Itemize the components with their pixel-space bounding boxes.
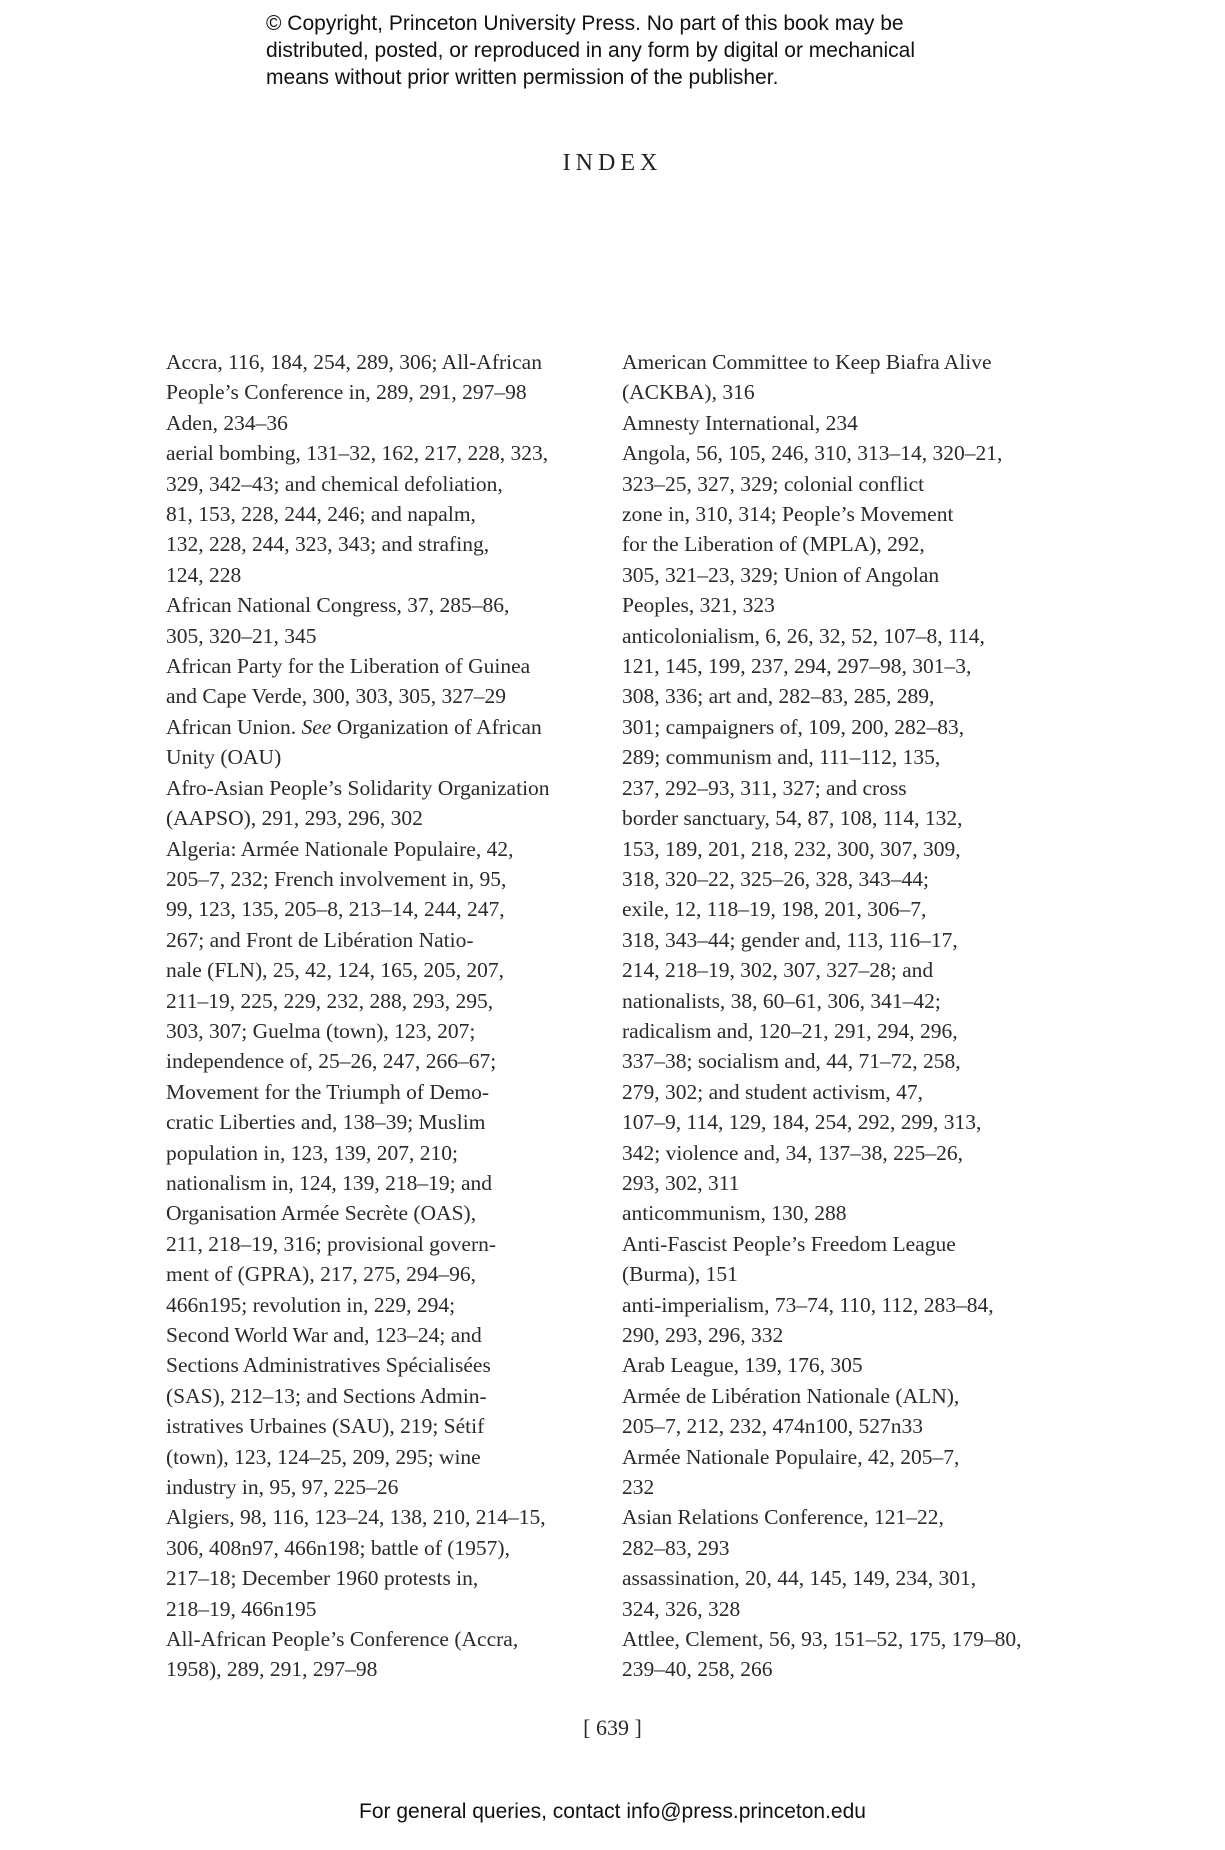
index-entry-line: Asian Relations Conference, 121–22, [622, 1505, 944, 1530]
index-entry [622, 408, 1058, 438]
index-entry-line: 205–7, 212, 232, 474n100, 527n33 [622, 1414, 923, 1439]
index-entry-line: Algiers, 98, 116, 123–24, 138, 210, 214–15, [166, 1505, 546, 1530]
index-entry-line: African National Congress, 37, 285–86, [166, 593, 510, 618]
index-entry-line: nationalists, 38, 60–61, 306, 341–42; [622, 988, 941, 1013]
index-entry-line: 232 [622, 1475, 655, 1500]
index-entry-line: 301; campaigners of, 109, 200, 282–83, [622, 714, 965, 739]
index-entry [166, 347, 600, 408]
index-entry-line: and Cape Verde, 300, 303, 305, 327–29 [166, 684, 506, 709]
index-entry [166, 834, 600, 1503]
index-entry-line: 318, 343–44; gender and, 113, 116–17, [622, 927, 958, 952]
index-entry-line: 342; violence and, 34, 137–38, 225–26, [622, 1140, 963, 1165]
page-number: [ 639 ] [583, 1715, 642, 1740]
index-entry-line: 289; communism and, 111–112, 135, [622, 745, 941, 770]
index-entry-line: 290, 293, 296, 332 [622, 1323, 784, 1347]
index-entry-line: Anti-Fascist People’s Freedom League [622, 1231, 956, 1256]
index-entry-line: industry in, 95, 97, 225–26 [166, 1475, 399, 1500]
index-entry-line: 329, 342–43; and chemical defoliation, [166, 471, 503, 496]
index-entry-line: Aden, 234–36 [166, 410, 288, 435]
index-entry [622, 1198, 1058, 1228]
index-entry-line: People’s Conference in, 289, 291, 297–98 [166, 380, 527, 405]
index-entry-line: 132, 228, 244, 323, 343; and strafing, [166, 532, 490, 557]
copyright-line: © Copyright, Princeton University Press. No part of this book may be [266, 12, 904, 35]
index-entry [622, 1350, 1058, 1380]
index-entry-line: 293, 302, 311 [622, 1170, 740, 1195]
index-entry-line: 337–38; socialism and, 44, 71–72, 258, [622, 1049, 961, 1074]
index-entry [622, 1442, 1058, 1503]
index-entry-line: independence of, 25–26, 247, 266–67; [166, 1049, 497, 1074]
index-entry-line: radicalism and, 120–21, 291, 294, 296, [622, 1018, 958, 1043]
index-entry-line: American Committee to Keep Biafra Alive [622, 350, 992, 374]
index-entry [166, 438, 600, 590]
index-entry [166, 712, 600, 773]
index-entry-line: anticommunism, 130, 288 [622, 1201, 847, 1226]
index-entry-line: assassination, 20, 44, 145, 149, 234, 301, [622, 1566, 977, 1591]
index-entry-line: 267; and Front de Libération Natio- [166, 927, 474, 952]
index-entry [166, 408, 600, 438]
index-entry-line: 305, 321–23, 329; Union of Angolan [622, 562, 940, 587]
index-entry-line: for the Liberation of (MPLA), 292, [622, 532, 925, 557]
index-entry [622, 1381, 1058, 1442]
index-entry-line: 466n195; revolution in, 229, 294; [166, 1292, 456, 1317]
index-entry-line: 306, 408n97, 466n198; battle of (1957), [166, 1535, 510, 1560]
index-entry-line: 124, 228 [166, 562, 242, 587]
index-entry [622, 1624, 1058, 1685]
index-entry-line: population in, 123, 139, 207, 210; [166, 1140, 459, 1165]
index-entry-line: 81, 153, 228, 244, 246; and napalm, [166, 502, 476, 527]
index-entry-line: African Party for the Liberation of Guinea [166, 654, 531, 679]
index-entry-line: cratic Liberties and, 138–39; Muslim [166, 1110, 486, 1135]
index-entry [166, 1502, 600, 1624]
index-entry-line: 1958), 289, 291, 297–98 [166, 1657, 378, 1682]
index-entry-line: Armée Nationale Populaire, 42, 205–7, [622, 1444, 960, 1469]
index-entry [622, 347, 1058, 408]
index-entry-line: Amnesty International, 234 [622, 410, 858, 435]
index-entry-line: (town), 123, 124–25, 209, 295; wine [166, 1444, 481, 1469]
index-entry-line: African Union. See Organization of African [166, 714, 542, 739]
index-entry-line: Angola, 56, 105, 246, 310, 313–14, 320–21, [622, 441, 1003, 466]
index-entry-line: Second World War and, 123–24; and [166, 1323, 482, 1347]
index-column-left [166, 347, 600, 1685]
index-entry [622, 621, 1058, 1199]
index-entry-line: anti-imperialism, 73–74, 110, 112, 283–84, [622, 1292, 994, 1317]
index-entry-line: 324, 326, 328 [622, 1596, 741, 1621]
index-entry-line: zone in, 310, 314; People’s Movement [622, 502, 954, 527]
index-entry-line: Algeria: Armée Nationale Populaire, 42, [166, 836, 514, 861]
index-entry [166, 651, 600, 712]
index-entry [622, 1502, 1058, 1563]
index-entry-line: 121, 145, 199, 237, 294, 297–98, 301–3, [622, 654, 972, 679]
index-entry [622, 1563, 1058, 1624]
index-entry-line: exile, 12, 118–19, 198, 201, 306–7, [622, 897, 927, 922]
index-entry-line: (Burma), 151 [622, 1262, 738, 1287]
index-entry-line: Sections Administratives Spécialisées [166, 1353, 491, 1378]
index-entry-line: Organisation Armée Secrète (OAS), [166, 1201, 477, 1226]
index-entry-line: 107–9, 114, 129, 184, 254, 292, 299, 313, [622, 1110, 982, 1135]
index-entry [622, 1290, 1058, 1351]
index-entry-line: ment of (GPRA), 217, 275, 294–96, [166, 1262, 476, 1287]
index-entry-line: Movement for the Triumph of Demo- [166, 1079, 490, 1104]
index-column-right [622, 347, 1058, 1685]
index-entry-line: (ACKBA), 316 [622, 380, 755, 405]
index-entry-line: Attlee, Clement, 56, 93, 151–52, 175, 179–80, [622, 1627, 1022, 1652]
index-entry [622, 438, 1058, 620]
index-entry-line: All-African People’s Conference (Accra, [166, 1627, 519, 1652]
footer-contact: For general queries, contact info@press.princeton.edu [359, 1800, 866, 1823]
index-entry-line: 218–19, 466n195 [166, 1596, 317, 1621]
index-entry-line: 318, 320–22, 325–26, 328, 343–44; [622, 866, 929, 891]
copyright-line: distributed, posted, or reproduced in any form by digital or mechanical [266, 39, 916, 62]
index-entry-line: 282–83, 293 [622, 1535, 730, 1560]
index-entry-line: Arab League, 139, 176, 305 [622, 1353, 863, 1378]
index-entry-line: (AAPSO), 291, 293, 296, 302 [166, 806, 423, 831]
index-entry-line: 279, 302; and student activism, 47, [622, 1079, 923, 1104]
index-entry-line: 239–40, 258, 266 [622, 1657, 773, 1682]
index-entry-line: nale (FLN), 25, 42, 124, 165, 205, 207, [166, 958, 504, 983]
index-entry-line: 205–7, 232; French involvement in, 95, [166, 866, 507, 891]
index-entry-line: Afro-Asian People’s Solidarity Organization [166, 775, 550, 800]
index-entry [166, 1624, 600, 1685]
index-entry-line: Unity (OAU) [166, 745, 282, 770]
copyright-line: means without prior written permission of the publisher. [266, 66, 779, 89]
index-entry-line: aerial bombing, 131–32, 162, 217, 228, 323, [166, 441, 549, 466]
index-entry [166, 773, 600, 834]
index-entry-line: 211–19, 225, 229, 232, 288, 293, 295, [166, 988, 494, 1013]
index-entry-line: 217–18; December 1960 protests in, [166, 1566, 479, 1591]
copyright-notice [266, 10, 1026, 91]
index-entry [622, 1229, 1058, 1290]
index-entry-line: 323–25, 327, 329; colonial conflict [622, 471, 925, 496]
index-entry-line: istratives Urbaines (SAU), 219; Sétif [166, 1414, 485, 1439]
index-entry-line: (SAS), 212–13; and Sections Admin- [166, 1383, 487, 1408]
index-entry [166, 590, 600, 651]
index-entry-line: 214, 218–19, 302, 307, 327–28; and [622, 958, 934, 983]
index-entry-line: 305, 320–21, 345 [166, 623, 317, 648]
index-entry-line: nationalism in, 124, 139, 218–19; and [166, 1170, 493, 1195]
index-entry-line: 153, 189, 201, 218, 232, 300, 307, 309, [622, 836, 961, 861]
index-entry-line: Peoples, 321, 323 [622, 593, 775, 618]
index-entry-line: 99, 123, 135, 205–8, 213–14, 244, 247, [166, 897, 505, 922]
page-title: INDEX [562, 150, 663, 176]
index-entry-line: border sanctuary, 54, 87, 108, 114, 132, [622, 806, 963, 831]
index-entry-line: anticolonialism, 6, 26, 32, 52, 107–8, 114, [622, 623, 985, 648]
index-entry-line: 308, 336; art and, 282–83, 285, 289, [622, 684, 935, 709]
index-entry-line: Accra, 116, 184, 254, 289, 306; All-African [166, 350, 542, 374]
index-entry-line: 211, 218–19, 316; provisional govern- [166, 1231, 497, 1256]
index-entry-line: 303, 307; Guelma (town), 123, 207; [166, 1018, 476, 1043]
index-entry-line: Armée de Libération Nationale (ALN), [622, 1383, 960, 1408]
index-entry-line: 237, 292–93, 311, 327; and cross [622, 775, 907, 800]
